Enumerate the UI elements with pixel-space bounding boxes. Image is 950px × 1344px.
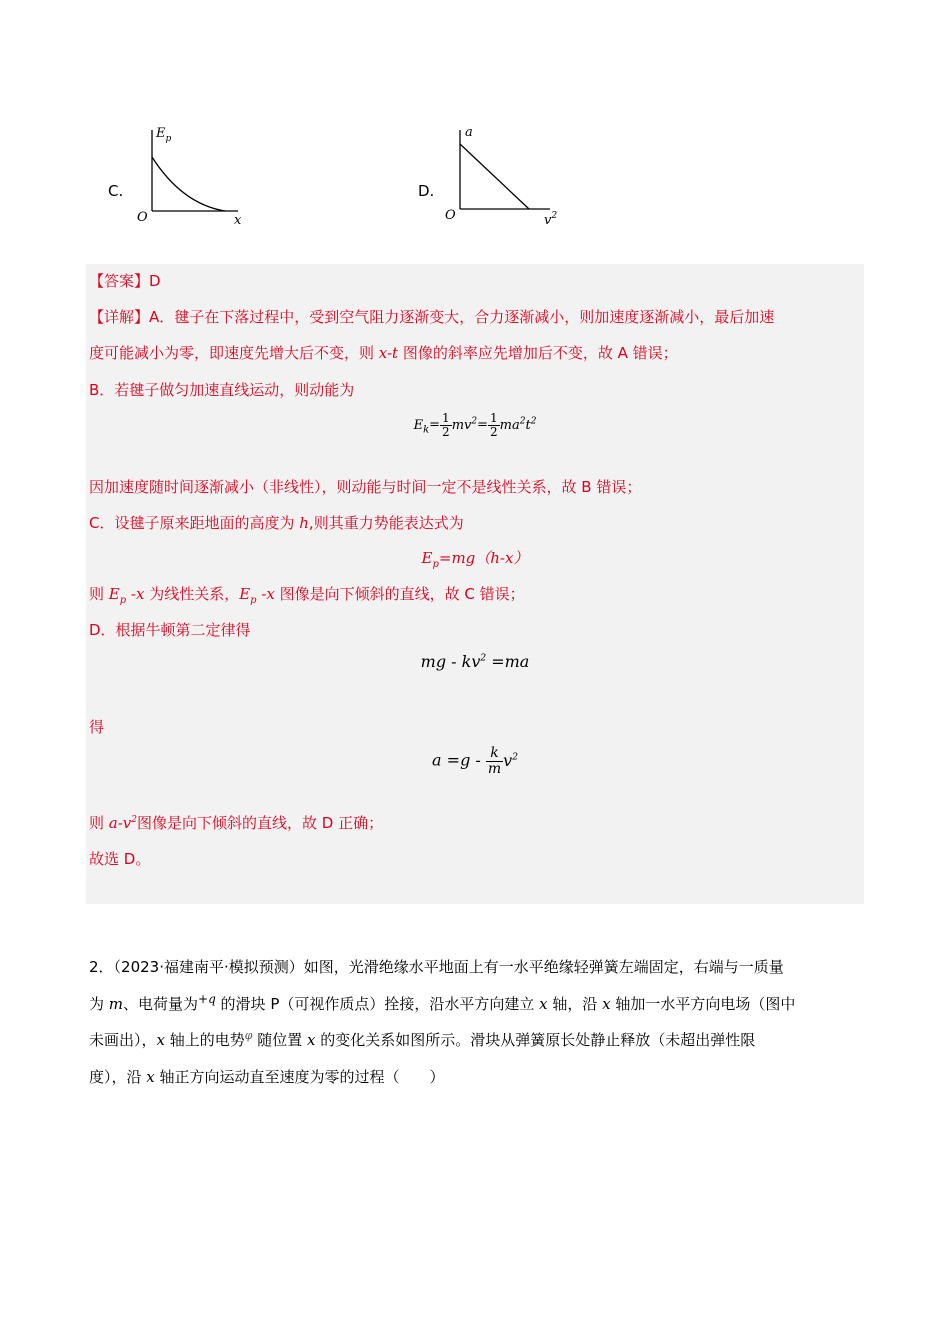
detail-line-c: C．设毽子原来距地面的高度为 h,则其重力势能表达式为 (89, 514, 464, 532)
d-y-label: a (465, 125, 473, 140)
answer-value: D (149, 272, 161, 290)
c-curve (152, 157, 225, 211)
answer-line (89, 270, 161, 291)
question2-line2: 为 m、电荷量为$^{+q}$ 的滑块 P（可视作质点）拴接，沿水平方向建立 x 轴，沿 x 轴加一水平方向电场（图中 (89, 992, 796, 1013)
detail-line-c-conclusion: 则 $E_p$ -x 为线性关系，$E_p$ -x 图像是向下倾斜的直线，故 C 错误； (89, 585, 525, 606)
c-x-label: x (234, 213, 242, 228)
question2-line3: 未画出），x 轴上的电势$^\varphi$ 随位置 x 的变化关系如图所示。滑块从弹簧原长处静止释放（未超出弹性限 (89, 1029, 756, 1049)
detail-line-b: B．若毽子做匀加速直线运动，则动能为 (89, 381, 355, 399)
detail-line-a1: 【详解】A．毽子在下落过程中，受到空气阻力逐渐变大，合力逐渐减小，则加速度逐渐减小，最后加速 (89, 308, 775, 326)
c-origin-label: O (137, 210, 148, 225)
d-origin-label: O (445, 208, 456, 223)
detail-line-final: 故选 D。 (89, 850, 151, 868)
option-c-label: C. (108, 182, 124, 200)
option-d-graph (440, 120, 570, 234)
detail-tag: 【详解】 (89, 308, 150, 326)
detail-line-b-conclusion: 因加速度随时间逐渐减小（非线性），则动能与时间一定不是线性关系，故 B 错误； (89, 478, 642, 496)
formula-acceleration: a =g - $\frac{k}{m}$ $v^2$ (432, 745, 518, 777)
detail-line-d-conclusion: 则 $a-v^2$图像是向下倾斜的直线，故 D 正确； (89, 814, 384, 832)
detail-line-a2: 度可能减小为零，即速度先增大后不变，则 x-t 图像的斜率应先增加后不变，故 A 错误； (89, 344, 678, 362)
option-d-label: D. (418, 182, 435, 200)
answer-tag: 【答案】 (89, 272, 150, 290)
d-x-label: $v^2$ (544, 211, 558, 228)
question2-line1: 2．（2023·福建南平·模拟预测）如图，光滑绝缘水平地面上有一水平绝缘轻弹簧左端固定，右端与一质量 (89, 958, 784, 976)
formula-potential-energy: $E_p=mg(h-x)$ (421, 549, 529, 570)
detail-line-d: D．根据牛顿第二定律得 (89, 621, 251, 639)
d-line (460, 144, 529, 209)
formula-newton-second-law: mg - $kv^2 =ma$ (420, 652, 530, 671)
option-c-graph (130, 120, 260, 234)
c-y-label: $E_p$ (156, 126, 172, 144)
phi-symbol: φ (244, 1029, 253, 1042)
formula-kinetic-energy: $E_k=$ $\frac{1}{2}$ $mv^2=$ $\frac{1}{2}$ $ma^2t^2$ (413, 411, 537, 439)
question2-line4: 度），沿 x 轴正方向运动直至速度为零的过程（ ） (89, 1068, 445, 1086)
detail-line-de: 得 (89, 718, 105, 736)
